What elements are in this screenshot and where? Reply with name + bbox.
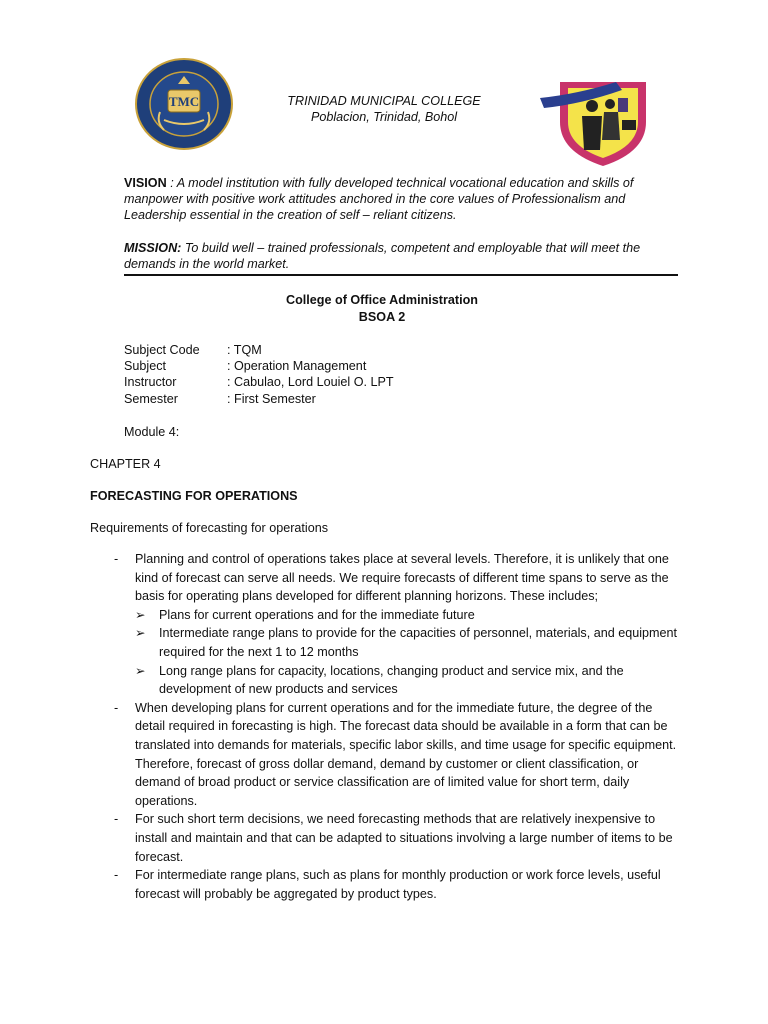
list-item bbox=[114, 550, 684, 606]
mission-text: To build well – trained professionals, competent and employable that will meet the demands in the world market. bbox=[124, 241, 641, 271]
sub-list-item bbox=[114, 662, 684, 699]
chapter-title: FORECASTING FOR OPERATIONS bbox=[90, 489, 298, 503]
bullet-dash: - bbox=[114, 812, 119, 827]
info-key: Instructor bbox=[124, 375, 177, 390]
list-item bbox=[114, 866, 684, 903]
mission-statement bbox=[124, 240, 680, 272]
vision-text: A model institution with fully developed technical vocational education and skills of manpower with positive work attitudes anchored in the core values of Professionalism and Leadership essential in the creation of self – reliant citizens. bbox=[124, 176, 634, 222]
subject-info-row bbox=[124, 374, 394, 390]
mission-label: MISSION: bbox=[124, 241, 182, 255]
arrow-bullet-icon: ➢ bbox=[135, 663, 146, 678]
header-divider bbox=[124, 274, 678, 276]
arrow-bullet-icon: ➢ bbox=[135, 607, 146, 622]
module-label: Module 4: bbox=[124, 425, 180, 439]
list-item bbox=[114, 810, 684, 866]
sub-bullet-text: Long range plans for capacity, locations, changing product and service mix, and the development of new products and services bbox=[159, 663, 624, 697]
bullet-dash: - bbox=[114, 700, 119, 715]
vision-statement bbox=[124, 175, 680, 223]
info-key: Subject bbox=[124, 359, 167, 374]
office-admin-crest-logo bbox=[538, 76, 666, 168]
course-program: BSOA 2 bbox=[358, 310, 406, 324]
sub-list-item bbox=[114, 624, 684, 661]
info-key: Semester bbox=[124, 391, 178, 406]
bullet-text: For such short term decisions, we need forecasting methods that are relatively inexpensive to install and maintain and that can be adapted to situations involving a large number of items to be forecast. bbox=[135, 812, 673, 864]
intro-text: Requirements of forecasting for operations bbox=[90, 521, 329, 535]
college-name: TRINIDAD MUNICIPAL COLLEGE bbox=[287, 94, 481, 108]
course-college: College of Office Administration bbox=[286, 293, 478, 307]
subject-info-row bbox=[124, 391, 394, 407]
sub-bullet-text: Intermediate range plans to provide for the capacities of personnel, materials, and equipment required for the next 1 to 12 months bbox=[159, 626, 678, 659]
info-value: : TQM bbox=[227, 343, 262, 357]
vision-label: VISION bbox=[124, 176, 167, 190]
chapter-label: CHAPTER 4 bbox=[90, 457, 161, 471]
bullet-text: Planning and control of operations takes place at several levels. Therefore, it is unlikely that one kind of forecast can serve all needs. We require forecasts of different time spans to serve as the basis for operating plans developed for different planning horizons. These includes; bbox=[135, 552, 669, 604]
info-value: : Operation Management bbox=[227, 359, 367, 374]
college-address: Poblacion, Trinidad, Bohol bbox=[310, 110, 458, 124]
bullet-list bbox=[114, 550, 684, 903]
subject-info bbox=[124, 342, 394, 407]
bullet-text: For intermediate range plans, such as plans for monthly production or work force levels, useful forecast will probably be aggregated by product types. bbox=[135, 868, 661, 901]
bullet-dash: - bbox=[114, 552, 119, 566]
svg-text:TMC: TMC bbox=[168, 94, 200, 109]
sub-bullet-text: Plans for current operations and for the immediate future bbox=[159, 607, 475, 622]
list-item bbox=[114, 699, 684, 811]
subject-info-row bbox=[124, 358, 394, 374]
sub-list-item bbox=[114, 606, 684, 625]
college-seal-logo bbox=[134, 58, 234, 150]
vision-separator: : bbox=[166, 176, 177, 190]
subject-info-row bbox=[124, 342, 394, 358]
info-key: Subject Code bbox=[124, 343, 200, 357]
arrow-bullet-icon: ➢ bbox=[135, 626, 146, 641]
info-value: : Cabulao, Lord Louiel O. LPT bbox=[227, 375, 394, 390]
bullet-dash: - bbox=[114, 868, 119, 883]
info-value: : First Semester bbox=[227, 391, 316, 406]
bullet-text: When developing plans for current operations and for the immediate future, the degree of the detail required in forecasting is high. The forecast data should be available in a form that can be translated into demands for materials, specific labor skills, and time usage for specific equipment. Therefore, forecast of gross dollar demand, demand by customer or client classification, or demand of broad product or service classification are of limited value for short term, daily operations. bbox=[135, 700, 677, 808]
college-header bbox=[234, 93, 534, 125]
